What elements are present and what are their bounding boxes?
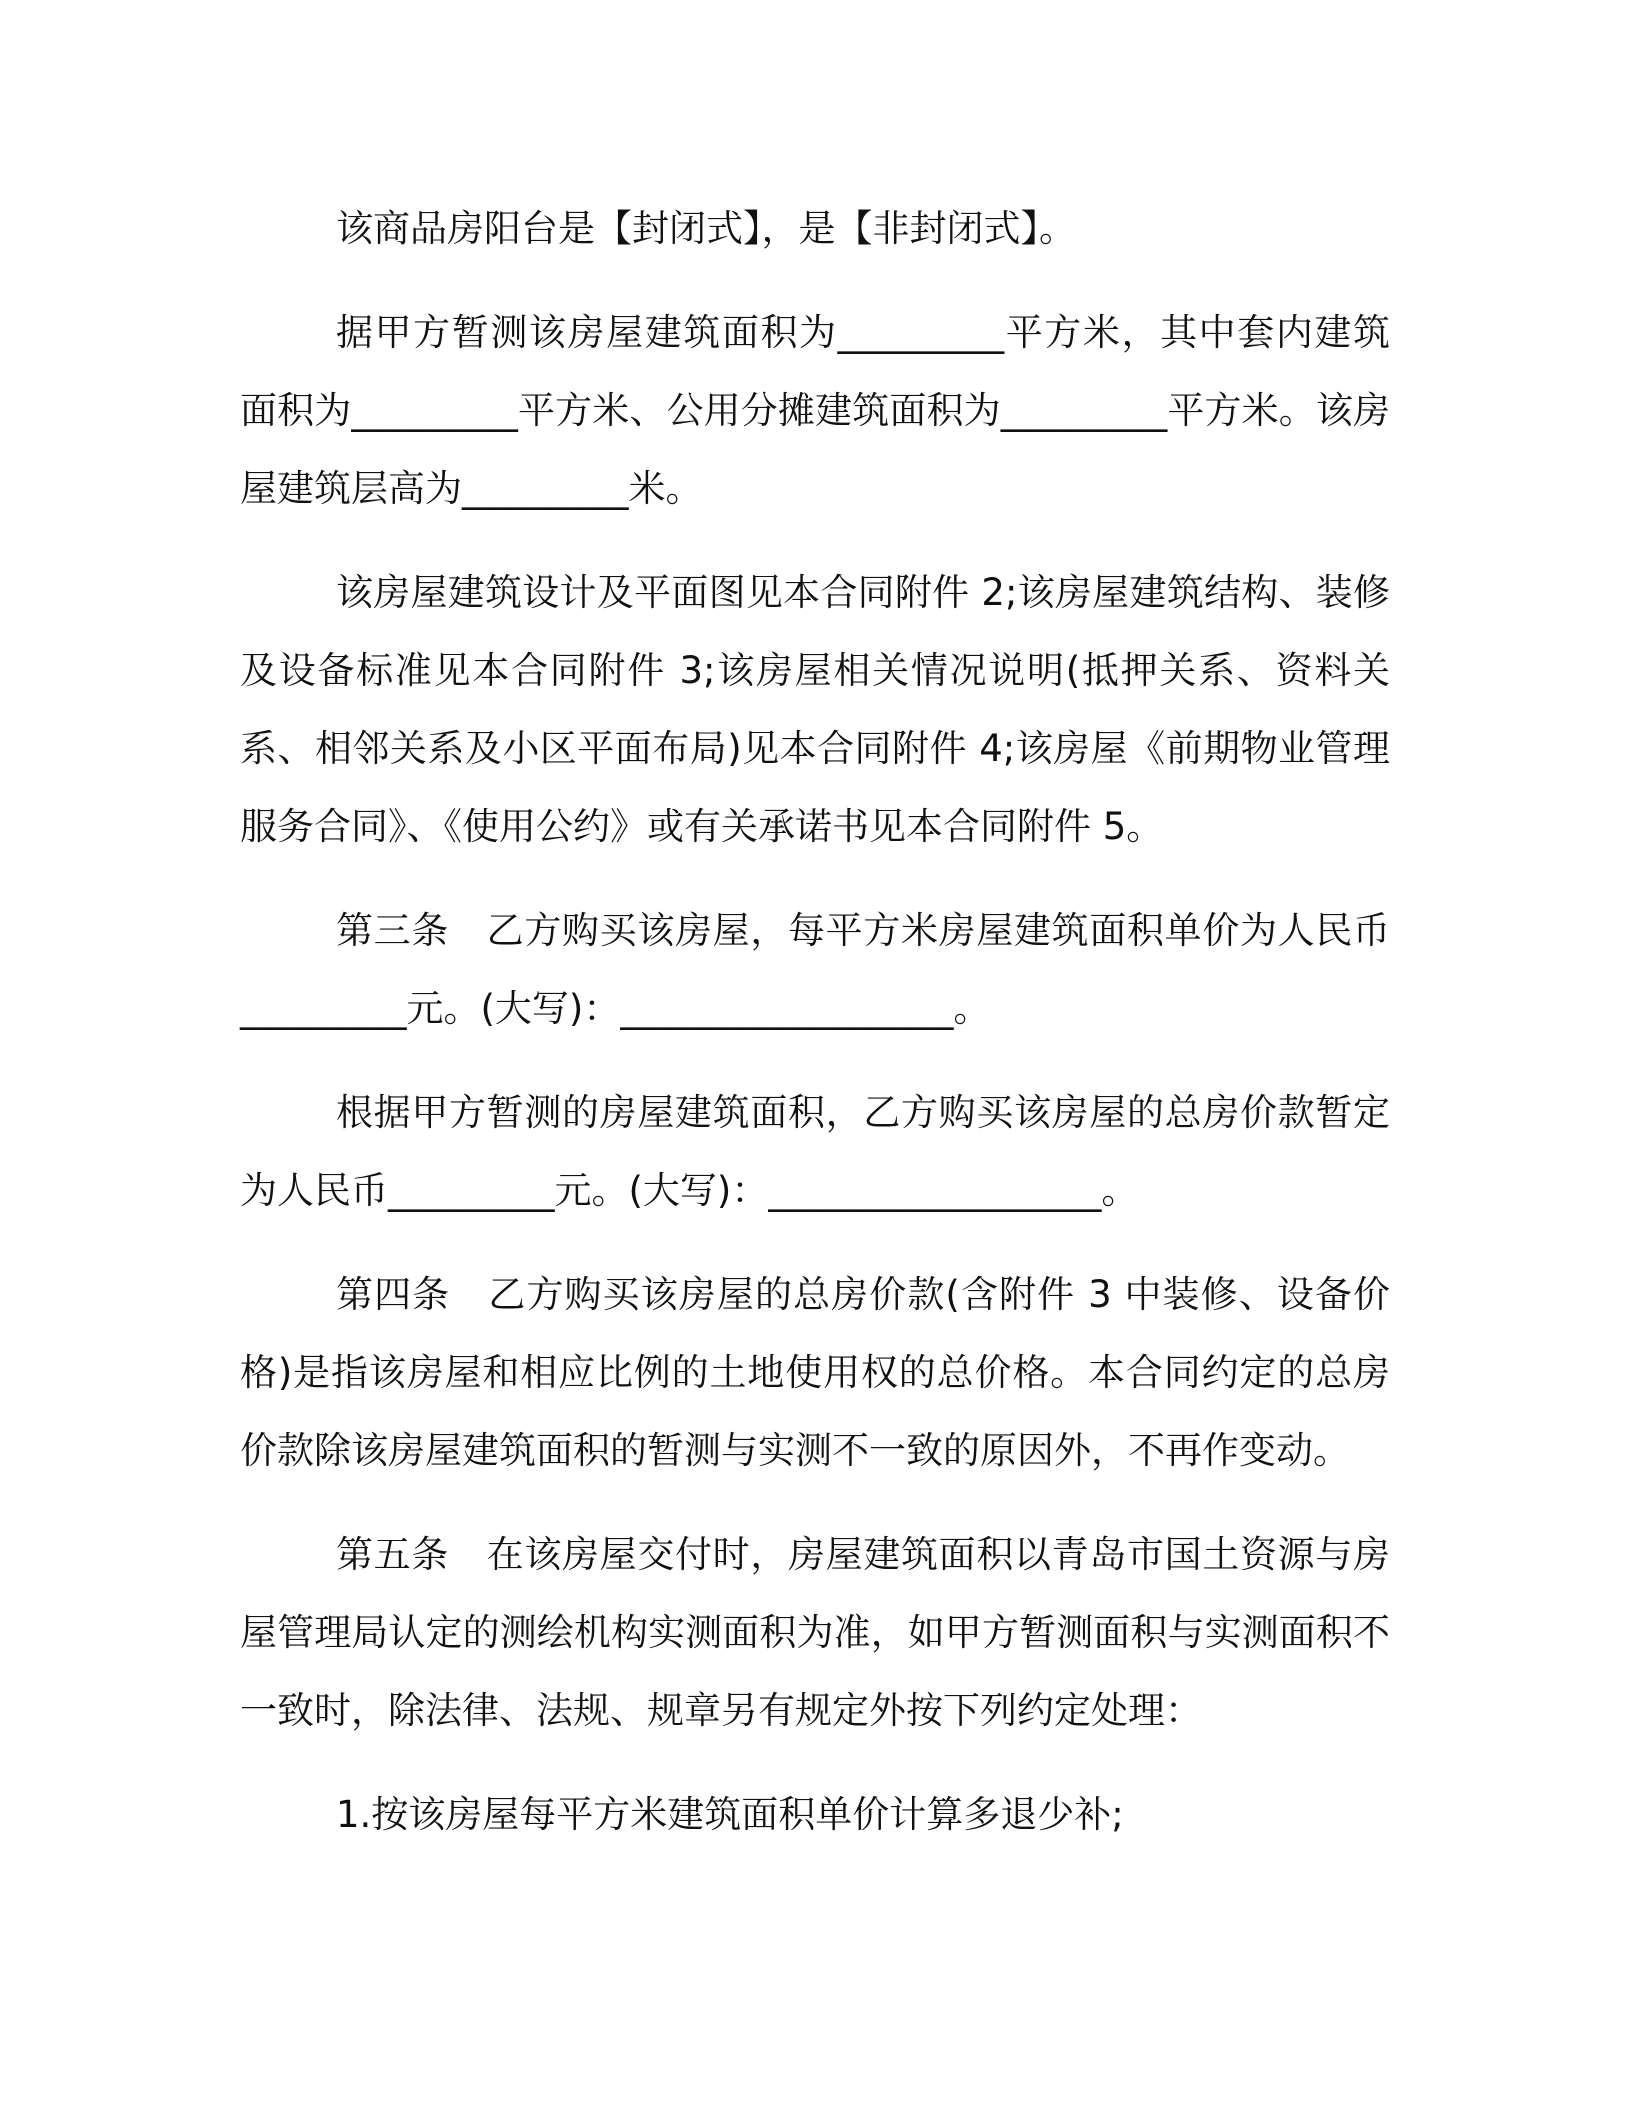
paragraph-article-4: 第四条 乙方购买该房屋的总房价款(含附件 3 中装修、设备价格)是指该房屋和相应比例的土地使用权的总价格。本合同约定的总房价款除该房屋建筑面积的暂测与实测不一致的原因外，不再作变动。	[240, 1273, 1390, 1472]
paragraph-total-price: 根据甲方暂测的房屋建筑面积，乙方购买该房屋的总房价款暂定为人民币_________元。(大写)：__________________。	[240, 1091, 1390, 1212]
paragraph-balcony-type: 该商品房阳台是【封闭式】，是【非封闭式】。	[336, 207, 1076, 250]
paragraph-article-3-unit-price: 第三条 乙方购买该房屋，每平方米房屋建筑面积单价为人民币_________元。(大写)：__________________。	[240, 909, 1390, 1030]
paragraph-attachments: 该房屋建筑设计及平面图见本合同附件 2;该房屋建筑结构、装修及设备标准见本合同附件 3;该房屋相关情况说明(抵押关系、资料关系、相邻关系及小区平面布局)见本合同附件 4;该房屋《前期物业管理服务合同》、《使用公约》或有关承诺书见本合同附件 5。	[240, 571, 1390, 848]
paragraph-building-area: 据甲方暂测该房屋建筑面积为_________平方米，其中套内建筑面积为_________平方米、公用分摊建筑面积为_________平方米。该房屋建筑层高为_________米。	[240, 311, 1390, 510]
document-body	[240, 190, 1390, 1880]
paragraph-article-5: 第五条 在该房屋交付时，房屋建筑面积以青岛市国土资源与房屋管理局认定的测绘机构实测面积为准，如甲方暂测面积与实测面积不一致时，除法律、法规、规章另有规定外按下列约定处理：	[240, 1533, 1390, 1732]
paragraph-item-1: 1.按该房屋每平方米建筑面积单价计算多退少补;	[336, 1793, 1124, 1836]
